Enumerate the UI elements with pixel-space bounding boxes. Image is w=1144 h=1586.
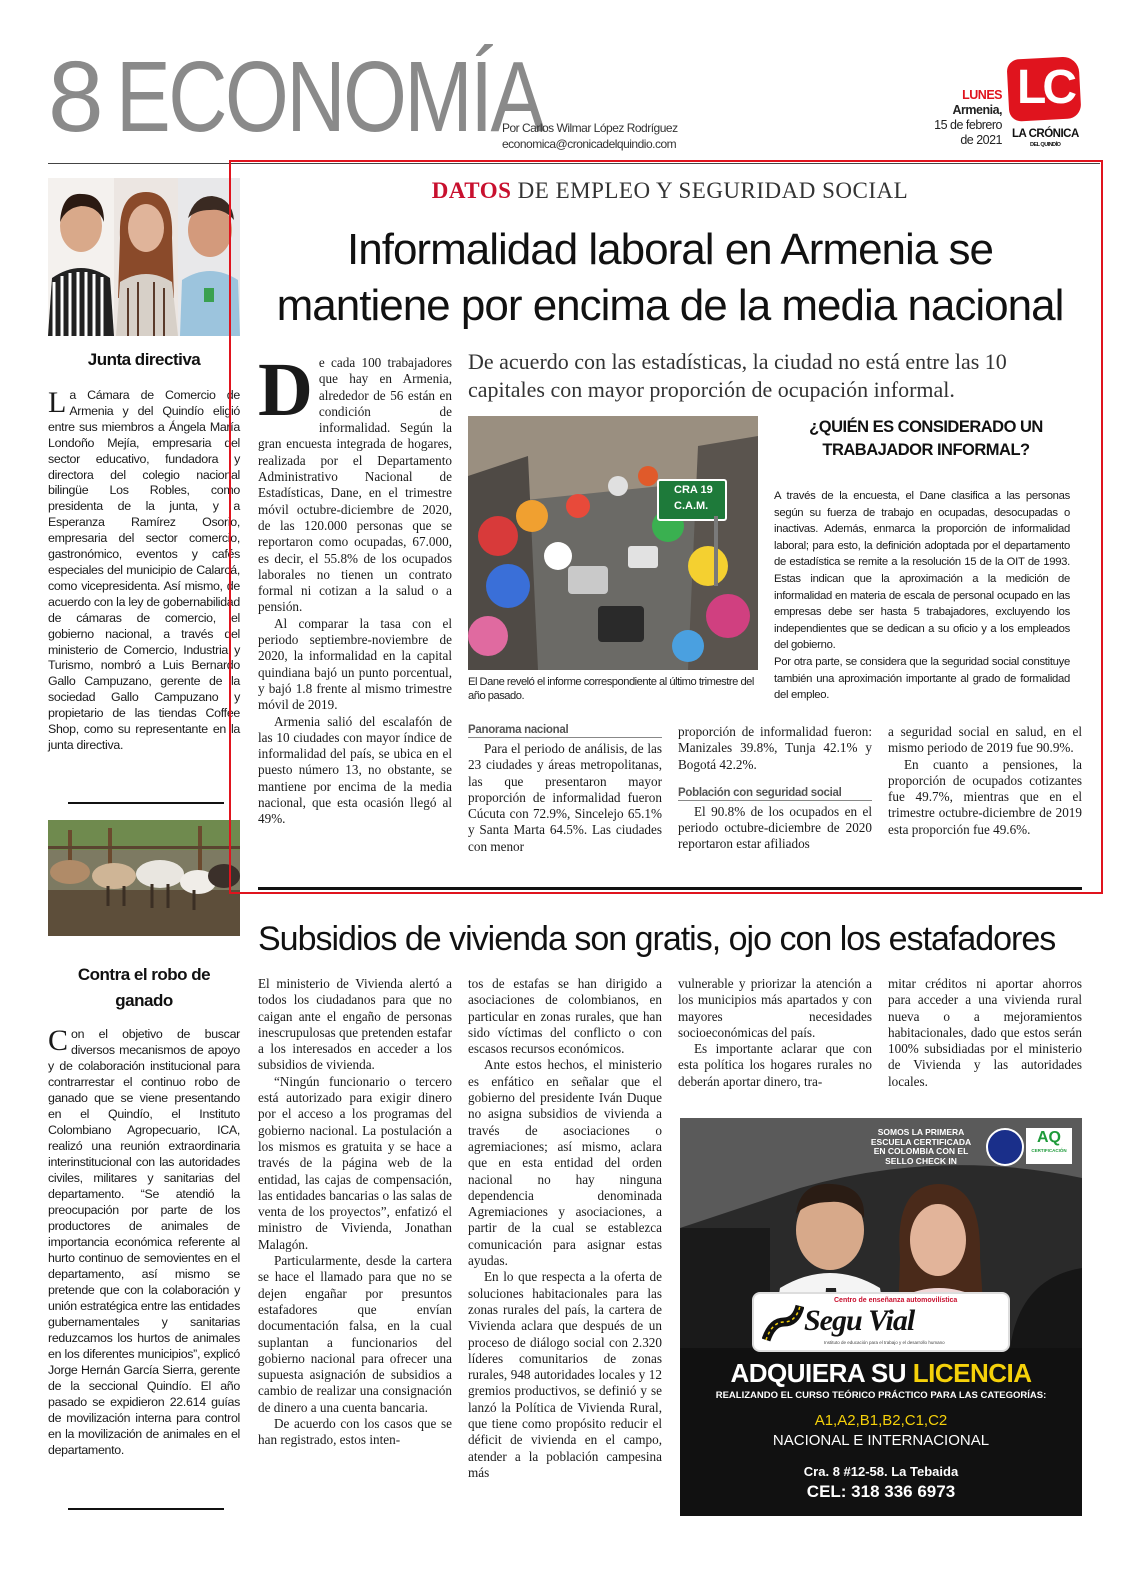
ad-badge-line-4: SELLO CHECK IN bbox=[885, 1155, 957, 1166]
headline-line-2: mantiene por encima de la media nacional bbox=[276, 281, 1064, 330]
main-col4-p2: En cuanto a pensiones, la proporción de ocupados cotizantes fue 49.7%, mientras que en el trimestre octubre-diciembre de 2019 esta proporción fue 49.6%. bbox=[888, 756, 1082, 837]
main-column-3 bbox=[678, 724, 872, 853]
second-column-1 bbox=[258, 976, 452, 1449]
second-col2-p2: Ante estos hechos, el ministerio es enfático en señalar que el gobierno del presidente Iván Duque no asigna subsidios de vivienda a través de asociaciones o agremiaciones; así mismo, aclara que en esta entidad del orden nacional no hay ninguna dependencia denominada Agremiaciones y asociaciones, a partir de la cual se establezca comunicación para asignar estas ayudas. bbox=[468, 1057, 662, 1269]
street-sign-line-1: CRA 19 bbox=[674, 484, 713, 496]
junta-title: Junta directiva bbox=[87, 350, 201, 369]
photo-caption: El Dane reveló el informe correspondiente al último trimestre del año pasado. bbox=[468, 676, 754, 702]
ad-scope: NACIONAL E INTERNACIONAL bbox=[772, 1432, 990, 1449]
segu-vial-ad[interactable] bbox=[680, 1118, 1082, 1516]
info-box-p2: Por otra parte, se considera que la seguridad social constituye también una aproximación importante al grado de formalidad del empleo. bbox=[774, 655, 1070, 702]
main-col4-p1: a seguridad social en salud, en el mismo periodo de 2019 fue 90.9%. bbox=[888, 724, 1082, 756]
robo-title: Contra el robo de ganado bbox=[77, 965, 211, 1010]
main-col3-top: proporción de informalidad fueron: Manizales 39.8%, Tunja 42.1% y Bogotá 42.2%. bbox=[678, 724, 872, 772]
second-col1-p3: Particularmente, desde la cartera se hace el llamado para que no se dejen engañar por presuntos estafadores que envían documentación falsa, en la cual suplantan a funcionarios del gobierno nacional para ofrecer una supuesta asignación de subsidios a cambio de realizar una consignación de dinero a una cuenta bancaria. bbox=[258, 1253, 452, 1415]
second-column-2 bbox=[468, 976, 662, 1481]
second-headline: Subsidios de vivienda son gratis, ojo con los estafadores bbox=[258, 920, 1056, 958]
ad-categories: A1,A2,B1,B2,C1,C2 bbox=[814, 1412, 948, 1429]
info-box-body bbox=[774, 488, 1070, 704]
second-col3-p2: Es importante aclarar que con esta política los hogares rurales no deberán aportar dinero, tra- bbox=[678, 1041, 872, 1089]
ad-brand-name: Segu Vial bbox=[804, 1304, 915, 1337]
junta-body: a Cámara de Comercio de Armenia y del Quindío eligió entre sus miembros a Ángela María Londoño Mejía, empresaria del sector educativo, fundadora y directora del colegio nacional bilingüe Los Robles, como presidenta de la junta, y a Esperanza Ramírez Osorio, empresaria del sector comercio, gastronómico, eventos y cafés especiales del municipio de Calarcá, como vicepresidenta. Así mismo, de acuerdo con la ley de gobernabilidad de cámaras de comercio, el gobierno nacional, a través del ministerio de Comercio, Industria y Turismo, nombró a Luis Bernardo Gallo Campuzano, gerente de la sociedad Gallo Campuzano y propietario de las tiendas Coffee Shop, como su representante en la junta directiva. bbox=[48, 388, 240, 752]
ad-subline: REALIZANDO EL CURSO TEÓRICO PRÁCTICO PARA LAS CATEGORÍAS: bbox=[715, 1390, 1047, 1401]
newspaper-logo bbox=[1008, 58, 1088, 154]
section-title: ECONOMÍA bbox=[116, 41, 543, 153]
cattle-photo bbox=[48, 820, 240, 936]
info-box-p1: A través de la encuesta, el Dane clasifica a las personas según su fuerza de trabajo en ocupadas, desocupadas o inactivas. Además, enmarca la proporción de informalidad laboral; para esto, la definición adoptada por el departamento de estadística se remite a la resolución 15 de la OIT de 1993. Estas indican que la aproximación a la medición de informalidad en materia de escala de personal ocupado en las empresas debe ser hasta 5 trabajadores, excluyendo los independientes que se dedican a su oficio y a los empleados del gobierno. bbox=[774, 490, 1070, 652]
ad-headline-yellow: LICENCIA bbox=[912, 1358, 1032, 1388]
ad-badge-line-2: ESCUELA CERTIFICADA bbox=[870, 1136, 972, 1147]
logo-sub: DEL QUINDÍO bbox=[1030, 142, 1061, 148]
street-photo bbox=[468, 416, 758, 670]
byline: Por Carlos Wilmar López Rodríguez bbox=[502, 121, 678, 135]
ad-headline-white: ADQUIERA SU bbox=[730, 1358, 913, 1388]
robo-body: on el objetivo de buscar diversos mecanismos de apoyo y de colaboración institucional para contrarrestar el continuo robo de ganado que se viene presentando en el Quindío, el Instituto Colombiano Agropecuario, ICA, realizó una reunión extraordinaria interinstitucional con las autoridades civiles, militares y sanitarias del departamento. “Se atendió la preocupación por parte de los productores de animales de importancia económica referente al hurto continuo de semovientes en el departamento, así mismo se pretende que con la colaboración y unión estratégica entre las entidades gubernamentales y sanitarias reduzcamos los hurtos de animales en los diferentes municipios”, explicó Jorge Hernán García Sierra, gerente de la seccional Quindío. El año pasado se expidieron 22.614 guías de movilización interna para control en la movilización de animales en el departamento. bbox=[48, 1027, 240, 1457]
ad-badge-line-3: EN COLOMBIA CON EL bbox=[873, 1146, 969, 1156]
robo-text bbox=[48, 1026, 240, 1458]
second-col1-p2: “Ningún funcionario o tercero está autorizado para exigir dinero por el acceso a los programas del gobierno nacional. La postulación a los mismos es gratuita y se hace a través de la página web de la entidad, las cajas de compensación, las entidades bancarias o las salas de venta de los proyectos”, enfatizó el ministro de Vivienda, Jonathan Malagón. bbox=[258, 1073, 452, 1252]
main-column-4 bbox=[888, 724, 1082, 838]
main-dropcap: D bbox=[258, 348, 313, 432]
second-col2-p3: En lo que respecta a la oferta de soluciones habitacionales para las zonas rurales del país, la cartera de Vivienda aclara que después de un proceso de diálogo social con 2.320 líderes comunitarios de zonas rurales, 948 autoridades locales y 12 gremios productivos, se definió y se lanzó la Política de Vivienda Rural, que tiene como propósito reducir el déficit de vivienda en el campo, atender a la población campesina más bbox=[468, 1269, 662, 1480]
junta-end-rule bbox=[68, 802, 224, 804]
ad-road-icon bbox=[762, 1302, 804, 1342]
article-headline bbox=[240, 222, 1100, 334]
ad-brand-tagline: Instituto de educación para el trabajo y el desarrollo humano bbox=[824, 1340, 945, 1345]
robo-dropcap: C bbox=[48, 1024, 69, 1057]
ad-cert-letters: AQ bbox=[1037, 1129, 1061, 1146]
ad-brand-plate bbox=[754, 1294, 1008, 1350]
second-col3-p1: vulnerable y priorizar la atención a los municipios más apartados y con mayores necesidades socioeconómicas del país. bbox=[678, 976, 872, 1040]
byline-email: economica@cronicadelquindio.com bbox=[502, 137, 677, 151]
subhead-poblacion: Población con seguridad social bbox=[678, 787, 872, 801]
ad-badge-line-1: SOMOS LA PRIMERA bbox=[877, 1127, 965, 1137]
logo-name: LA CRÓNICA bbox=[1012, 128, 1079, 140]
main-col1-p2: Al comparar la tasa con el periodo septiembre-noviembre de 2020, la informalidad en la capital quindiana bajó un punto porcentual, y bajó 1.8 frente al mismo trimestre móvil de 2019. bbox=[258, 615, 452, 713]
main-article-end-rule bbox=[258, 887, 1082, 890]
main-column-1 bbox=[258, 348, 452, 828]
second-column-4 bbox=[888, 976, 1082, 1090]
date-day: LUNES bbox=[962, 88, 1002, 102]
ad-cert-logo bbox=[1026, 1128, 1072, 1164]
subhead-panorama: Panorama nacional bbox=[468, 724, 662, 738]
article-deck: De acuerdo con las estadísticas, la ciudad no está entre las 10 capitales con mayor proporción de ocupación informal. bbox=[468, 349, 1007, 402]
ad-seal-icon bbox=[986, 1128, 1024, 1166]
main-col2-text: Para el periodo de análisis, de las 23 ciudades y áreas metropolitanas, las que presentaron mayor proporción de informalidad fueron Cúcuta con 72.9%, Sincelejo 65.1% y Santa Marta 64.5%. Las ciudades con menor bbox=[468, 741, 662, 854]
second-col1-p1: El ministerio de Vivienda alertó a todos los ciudadanos para que no caigan ante el engaño de personas inescrupulosas que pretenden estafar a los interesados en acceder a los subsidios de vivienda. bbox=[258, 976, 452, 1073]
street-sign-line-2: C.A.M. bbox=[674, 500, 709, 512]
date-line-2: de 2021 bbox=[960, 133, 1002, 147]
second-column-3 bbox=[678, 976, 872, 1090]
second-col4-p1: mitar créditos ni aportar ahorros para acceder a una vivienda rural nueva o a mejoramientos habitacionales, dado que estos serán 100% subsidiadas por el ministerio de Vivienda y las autoridades locales. bbox=[888, 976, 1082, 1089]
main-col3-text: El 90.8% de los ocupados en el periodo octubre-diciembre de 2020 reportaron estar afiliados bbox=[678, 803, 872, 852]
headline-line-1: Informalidad laboral en Armenia se bbox=[347, 225, 993, 274]
logo-letters: LC bbox=[1017, 61, 1073, 114]
ad-address: Cra. 8 #12-58. La Tebaida bbox=[803, 1464, 959, 1479]
main-col1-p3: Armenia salió del escalafón de las 10 ciudades con mayor índice de informalidad del país, se ubica en el puesto número 13, no obstante, se mantiene por encima de la media nacional, que esta ocasión llegó al 49%. bbox=[258, 713, 452, 827]
ad-headline bbox=[680, 1358, 1082, 1389]
article-kicker bbox=[260, 178, 1080, 204]
main-column-2 bbox=[468, 724, 662, 855]
info-box-title: ¿QUIÉN ES CONSIDERADO UN TRABAJADOR INFORMAL? bbox=[809, 418, 1043, 459]
ad-phone[interactable]: CEL: 318 336 6973 bbox=[806, 1482, 956, 1501]
ad-badge bbox=[856, 1128, 986, 1166]
ad-brand-top: Centro de enseñanza automovilística bbox=[834, 1297, 958, 1304]
junta-dropcap: L bbox=[48, 386, 67, 419]
ad-cert-text: CERTIFICACIÓN bbox=[1031, 1148, 1067, 1153]
page-number: 8 bbox=[48, 41, 102, 153]
date-city: Armenia, bbox=[952, 103, 1002, 117]
kicker-rest: DE EMPLEO Y SEGURIDAD SOCIAL bbox=[511, 178, 909, 203]
second-col1-p4: De acuerdo con los casos que se han registrado, estos inten- bbox=[258, 1416, 452, 1448]
date-block bbox=[900, 88, 1002, 148]
date-line-1: 15 de febrero bbox=[934, 118, 1002, 132]
junta-text bbox=[48, 388, 240, 754]
kicker-highlight: DATOS bbox=[431, 178, 512, 203]
robo-end-rule bbox=[68, 1508, 224, 1510]
junta-photo bbox=[48, 178, 240, 336]
second-col2-p1: tos de estafas se han dirigido a asociaciones de colombianos, en particular en zonas rurales, que han sido víctimas del conflicto o con escasos recursos económicos. bbox=[468, 976, 662, 1057]
main-col1-p1: e cada 100 trabajadores que hay en Armenia, alrededor de 56 están en condición de informalidad. Según la gran encuesta integrada de hogares, realizada por el Departamento Administrativo Nacional de Estadísticas, Dane, en el trimestre móvil octubre-diciembre de 2020, de las 120.000 personas que se reportaron como ocupadas, 67.000, es decir, el 55.8% de los ocupados laborales no tienen un contrato formal ni cotizan a la salud o a pensión. bbox=[258, 355, 452, 615]
